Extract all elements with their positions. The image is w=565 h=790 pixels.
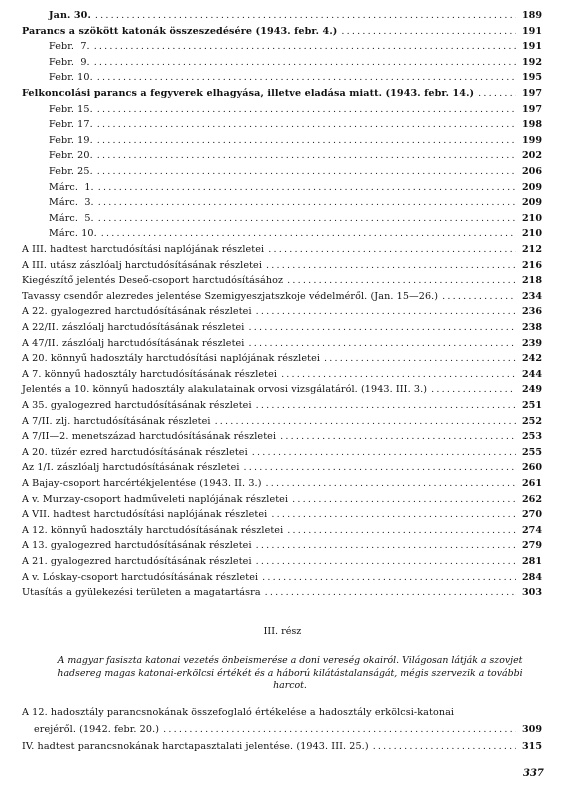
toc-entry	[0, 244, 565, 260]
toc-entry-continuation	[0, 724, 565, 740]
toc-entry	[0, 306, 565, 322]
dot-leader	[101, 228, 516, 239]
dot-leader	[252, 447, 516, 458]
toc-page-number: 260	[521, 462, 542, 474]
toc-entry-text: A 13. gyalogezred harctudósításának részletei	[22, 540, 252, 552]
toc-entry	[0, 353, 565, 369]
toc-page-number: 199	[521, 134, 542, 146]
page-number: 337	[523, 768, 544, 779]
toc-entry	[0, 431, 565, 447]
toc-entry-text: Márc. 1.	[49, 181, 94, 193]
toc-entry	[0, 291, 565, 307]
toc-entry	[0, 72, 565, 88]
toc-entry	[0, 741, 565, 757]
dot-leader	[287, 525, 516, 536]
toc-page-number: 195	[521, 72, 542, 84]
part-heading: III. rész	[263, 626, 302, 637]
toc-page-number: 251	[521, 400, 542, 411]
toc-entry	[0, 275, 565, 291]
toc-entry-text: Febr. 7.	[49, 41, 90, 53]
toc-page-number: 191	[521, 25, 542, 37]
dot-leader	[95, 10, 516, 21]
toc-entry-text: A 7/II. zlj. harctudósításának részletei	[22, 415, 211, 427]
toc-entry-text: A v. Lóskay-csoport harctudósításának részletei	[22, 571, 259, 583]
toc-entry	[0, 400, 565, 416]
toc-page-number: 244	[521, 368, 542, 380]
toc-entry	[0, 540, 565, 556]
dot-leader	[280, 431, 516, 442]
toc-entry	[0, 213, 565, 229]
toc-entry	[0, 228, 565, 244]
toc-entry-text: A III. hadtest harctudósítási naplójának részletei	[22, 244, 265, 255]
toc-page-number: 284	[521, 571, 542, 583]
dot-leader	[281, 369, 516, 380]
dot-leader	[271, 509, 516, 520]
toc-entry-text: Febr. 19.	[49, 134, 93, 146]
toc-page-number: 242	[521, 353, 542, 365]
toc-page-number: 274	[521, 524, 542, 536]
dot-leader	[256, 400, 516, 411]
toc-page-number: 315	[521, 741, 542, 752]
toc-entry-text: Utasítás a gyülekezési területen a magatartásra	[22, 587, 261, 599]
toc-entry	[0, 572, 565, 588]
toc-entry-text: Felkoncolási parancs a fegyverek elhagyása, illetve eladása miatt. (1943. febr. 14.)	[22, 88, 475, 99]
dot-leader	[98, 197, 516, 208]
toc-entry	[0, 150, 565, 166]
toc-page-number: 206	[521, 166, 542, 177]
toc-page-number: 236	[521, 306, 542, 318]
toc-entry	[0, 447, 565, 463]
toc-entry	[0, 88, 565, 104]
toc-entry-text: Márc. 3.	[49, 197, 94, 209]
toc-entry-text: A VII. hadtest harctudósítási naplójának részletei	[22, 509, 268, 521]
toc-page-number: 234	[521, 290, 542, 302]
toc-page-number: 253	[521, 431, 542, 443]
toc-entry	[0, 587, 565, 603]
dot-leader	[163, 724, 516, 735]
toc-entry	[0, 260, 565, 276]
toc-entry	[0, 166, 565, 182]
toc-entry-text: Febr. 9.	[49, 56, 90, 68]
toc-entry-text: Kiegészítő jelentés Deseő-csoport harctudósításához	[22, 275, 284, 287]
dot-leader	[256, 306, 516, 317]
toc-page-number: 255	[521, 446, 542, 458]
dot-leader	[97, 135, 516, 146]
toc-page-number: 191	[521, 41, 542, 53]
toc-entry	[0, 494, 565, 510]
dot-leader	[98, 182, 516, 193]
toc-entry	[0, 182, 565, 198]
dot-leader	[97, 104, 516, 115]
toc-entry-text: Jelentés a 10. könnyű hadosztály alakulatainak orvosi vizsgálatáról. (1943. III. 3.)	[22, 384, 428, 396]
toc-entry-text: A Bajay-csoport harcértékjelentése (1943. II. 3.)	[22, 478, 262, 489]
toc-entry-text: A 12. hadosztály parancsnokának összefoglaló értékelése a hadosztály erkölcsi-katonai	[22, 707, 455, 718]
toc-entry-text: Márc. 10.	[49, 228, 97, 240]
toc-entry-text: A 12. könnyű hadosztály harctudósításának részletei	[22, 524, 284, 536]
dot-leader	[248, 322, 516, 333]
toc-entry-text: A 20. könnyű hadosztály harctudósítási naplójának részletei	[22, 353, 321, 365]
toc-page-number: 279	[521, 540, 542, 552]
toc-page-number: 210	[521, 228, 542, 240]
toc-entry-text: Márc. 5.	[49, 212, 94, 224]
toc-page-number: 252	[521, 415, 542, 427]
toc-entry-text: Az 1/I. zászlóalj harctudósításának részletei	[22, 462, 240, 474]
toc-page-number: 270	[521, 509, 542, 521]
dot-leader	[94, 41, 516, 52]
toc-page-number: 212	[521, 244, 542, 255]
toc-entry-text: A 22. gyalogezred harctudósításának részletei	[22, 306, 252, 318]
toc-page-number: 238	[521, 322, 542, 333]
toc-page-number: 249	[521, 384, 542, 396]
toc-page-number: 216	[521, 259, 542, 271]
toc-page-number: 210	[521, 212, 542, 224]
toc-entry	[0, 57, 565, 73]
toc-entry	[0, 462, 565, 478]
toc-entry	[0, 478, 565, 494]
toc-page-number: 261	[521, 478, 542, 489]
toc-page-number: 197	[521, 103, 542, 115]
toc-page-number: 198	[521, 119, 542, 131]
toc-page-number: 189	[521, 10, 542, 21]
dot-leader	[341, 26, 516, 37]
toc-entry-text: Jan. 30.	[49, 10, 91, 21]
toc-entry	[0, 525, 565, 541]
part-subtitle: A magyar fasiszta katonai vezetés önbeismerése a doni vereség okairól. Világosan látják a szovjet hadsereg magas katonai-erkölcsi értékét és a háború kilátástalanságát, mégis szervezik a további harcot.	[57, 655, 523, 691]
dot-leader	[266, 260, 516, 271]
dot-leader	[98, 213, 516, 224]
toc-entry	[0, 10, 565, 26]
toc-entry-text: A 20. tüzér ezred harctudósításának részletei	[22, 446, 248, 458]
toc-entry-text: A 7/II—2. menetszázad harctudósításának részletei	[22, 431, 277, 443]
toc-page-number: 197	[521, 88, 542, 99]
dot-leader	[324, 353, 516, 364]
toc-entry	[0, 119, 565, 135]
dot-leader	[97, 150, 516, 161]
toc-entry-text: Parancs a szökött katonák összeszedésére (1943. febr. 4.)	[22, 25, 338, 37]
toc-entry	[0, 416, 565, 432]
toc-entry	[0, 322, 565, 338]
toc-entry-text: A 22/II. zászlóalj harctudósításának részletei	[22, 322, 245, 333]
toc-entry-text: A 35. gyalogezred harctudósításának részletei	[22, 400, 252, 411]
toc-entry-text: Febr. 10.	[49, 72, 93, 84]
dot-leader	[256, 540, 516, 551]
toc-entry	[0, 26, 565, 42]
toc-entry	[0, 41, 565, 57]
toc-entry-text: A 21. gyalogezred harctudósításának részletei	[22, 556, 252, 567]
toc-entry-text: A 47/II. zászlóalj harctudósításának részletei	[22, 337, 245, 349]
toc-page-number: 309	[521, 724, 542, 735]
dot-leader	[265, 587, 516, 598]
dot-leader	[94, 57, 516, 68]
toc-entry	[0, 384, 565, 400]
toc-entry-text: A 7. könnyű hadosztály harctudósításának részletei	[22, 368, 278, 380]
toc-entry	[0, 369, 565, 385]
toc-entry	[0, 338, 565, 354]
toc-entry-text: erejéről. (1942. febr. 20.)	[34, 724, 160, 735]
toc-entry-text: Febr. 20.	[49, 150, 93, 162]
toc-page-number: 209	[521, 181, 542, 193]
toc-page-number: 281	[521, 556, 542, 567]
toc-entry-text: Tavassy csendőr alezredes jelentése Szemigyeszjatszkoje védelméről. (Jan. 15—26.)	[22, 290, 439, 302]
toc-page-number: 218	[521, 275, 542, 287]
dot-leader	[266, 478, 516, 489]
dot-leader	[97, 166, 516, 177]
toc-entry	[0, 104, 565, 120]
dot-leader	[431, 384, 516, 395]
toc-page-number: 303	[521, 587, 542, 599]
toc-page-number: 239	[521, 337, 542, 349]
toc-entry-text: Febr. 17.	[49, 119, 93, 131]
toc-entry-text: A III. utász zászlóalj harctudósításának részletei	[22, 259, 263, 271]
toc-entry	[0, 197, 565, 213]
toc-entry-text: Febr. 15.	[49, 103, 93, 115]
toc-page-number: 262	[521, 493, 542, 505]
dot-leader	[244, 462, 516, 473]
toc-entry-text: A v. Murzay-csoport hadműveleti naplójának részletei	[22, 493, 289, 505]
dot-leader	[442, 291, 516, 302]
dot-leader	[292, 494, 516, 505]
dot-leader	[478, 88, 516, 99]
dot-leader	[215, 416, 516, 427]
toc-page-number: 202	[521, 150, 542, 162]
dot-leader	[248, 338, 516, 349]
toc-entry-text: Febr. 25.	[49, 166, 93, 177]
dot-leader	[268, 244, 516, 255]
dot-leader	[373, 741, 516, 752]
toc-page-number: 192	[521, 56, 542, 68]
toc-entry	[0, 556, 565, 572]
dot-leader	[287, 275, 516, 286]
toc-entry	[0, 135, 565, 151]
dot-leader	[256, 556, 516, 567]
toc-entry-text: IV. hadtest parancsnokának harctapasztalati jelentése. (1943. III. 25.)	[22, 741, 369, 752]
toc-entry	[0, 707, 565, 723]
toc-entry	[0, 509, 565, 525]
dot-leader	[262, 572, 516, 583]
dot-leader	[97, 119, 516, 130]
dot-leader	[97, 72, 516, 83]
toc-page-number: 209	[521, 197, 542, 209]
